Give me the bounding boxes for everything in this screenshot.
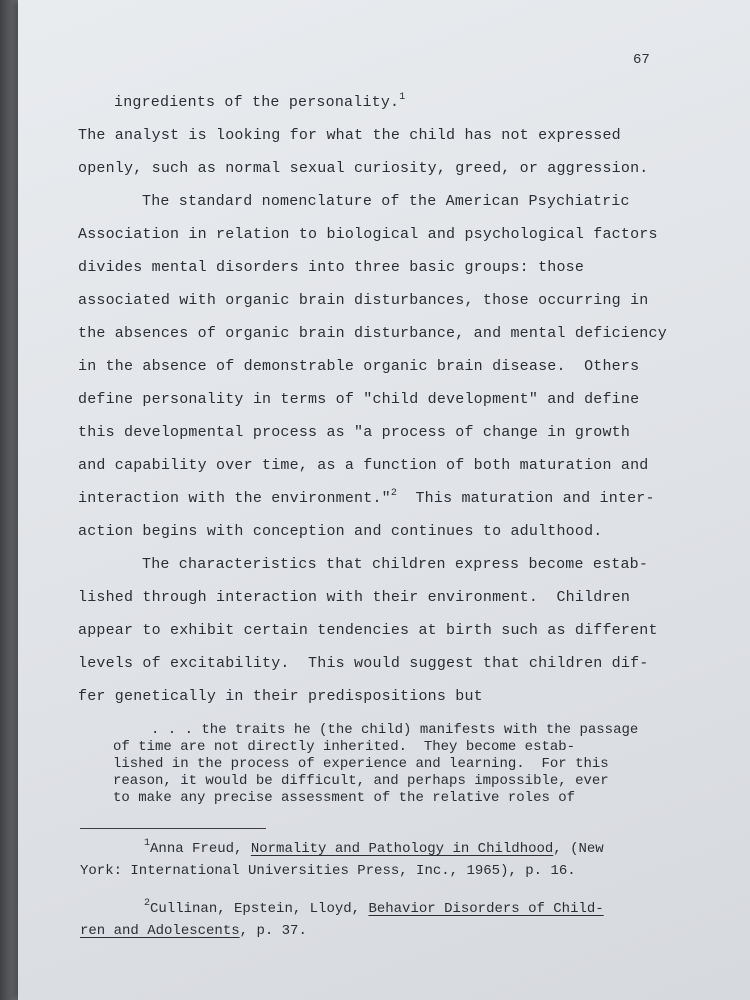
text-line: lished through interaction with their environment. Children — [78, 589, 631, 606]
text-line: associated with organic brain disturbances, those occurring in — [78, 292, 649, 309]
paragraph-start: The standard nomenclature of the American Psychiatric — [142, 193, 630, 210]
footnote-divider — [80, 828, 266, 829]
text-line: The analyst is looking for what the child has not expressed — [78, 127, 621, 144]
text-line: action begins with conception and continues to adulthood. — [78, 523, 603, 540]
text-line: appear to exhibit certain tendencies at birth such as different — [78, 622, 658, 639]
text-line: and capability over time, as a function of both maturation and — [78, 457, 649, 474]
text-line: Association in relation to biological and psychological factors — [78, 226, 658, 243]
text-line: the absences of organic brain disturbance, and mental deficiency — [78, 325, 667, 342]
footnote-1-continued: York: International Universities Press, Inc., 1965), p. 16. — [80, 863, 576, 879]
quote-line: to make any precise assessment of the relative roles of — [113, 790, 576, 806]
text-line: openly, such as normal sexual curiosity, greed, or aggression. — [78, 160, 649, 177]
quote-line: reason, it would be difficult, and perhaps impossible, ever — [113, 773, 609, 789]
footnote-1: $^1$Anna Freud, Normality and Pathology in Childhood, (New — [144, 838, 604, 857]
footnote-2: $^2$Cullinan, Epstein, Lloyd, Behavior Disorders of Child- — [144, 898, 604, 917]
quote-line: of time are not directly inherited. They become estab- — [113, 739, 576, 755]
text-line: fer genetically in their predispositions but — [78, 688, 483, 705]
document-page — [18, 0, 750, 1000]
text-line: levels of excitability. This would suggest that children dif- — [78, 655, 649, 672]
text-line: this developmental process as "a process of change in growth — [78, 424, 631, 441]
block-quote — [113, 722, 733, 807]
text-line: interaction with the environment."$^2$ This maturation and inter- — [78, 488, 655, 507]
quote-line: lished in the process of experience and learning. For this — [113, 756, 609, 772]
text-line: in the absence of demonstrable organic brain disease. Others — [78, 358, 640, 375]
page-number: 67 — [633, 52, 650, 68]
footnote-2-title: Behavior Disorders of Child- — [368, 901, 604, 917]
body-text — [78, 86, 718, 713]
footnote-ref-2: 2 — [390, 488, 398, 499]
footnote-2-continued: ren and Adolescents, p. 37. — [80, 923, 307, 939]
quote-line: . . . the traits he (the child) manifests with the passage — [151, 722, 639, 738]
footnote-ref-1: 1 — [399, 92, 406, 103]
paragraph-start: The characteristics that children express become estab- — [142, 556, 649, 573]
text-line: ingredients of the personality.$^1$ — [114, 92, 406, 111]
text-line: define personality in terms of "child development" and define — [78, 391, 640, 408]
footnotes — [80, 838, 720, 942]
footnote-1-title: Normality and Pathology in Childhood — [250, 841, 554, 857]
text-line: divides mental disorders into three basic groups: those — [78, 259, 585, 276]
